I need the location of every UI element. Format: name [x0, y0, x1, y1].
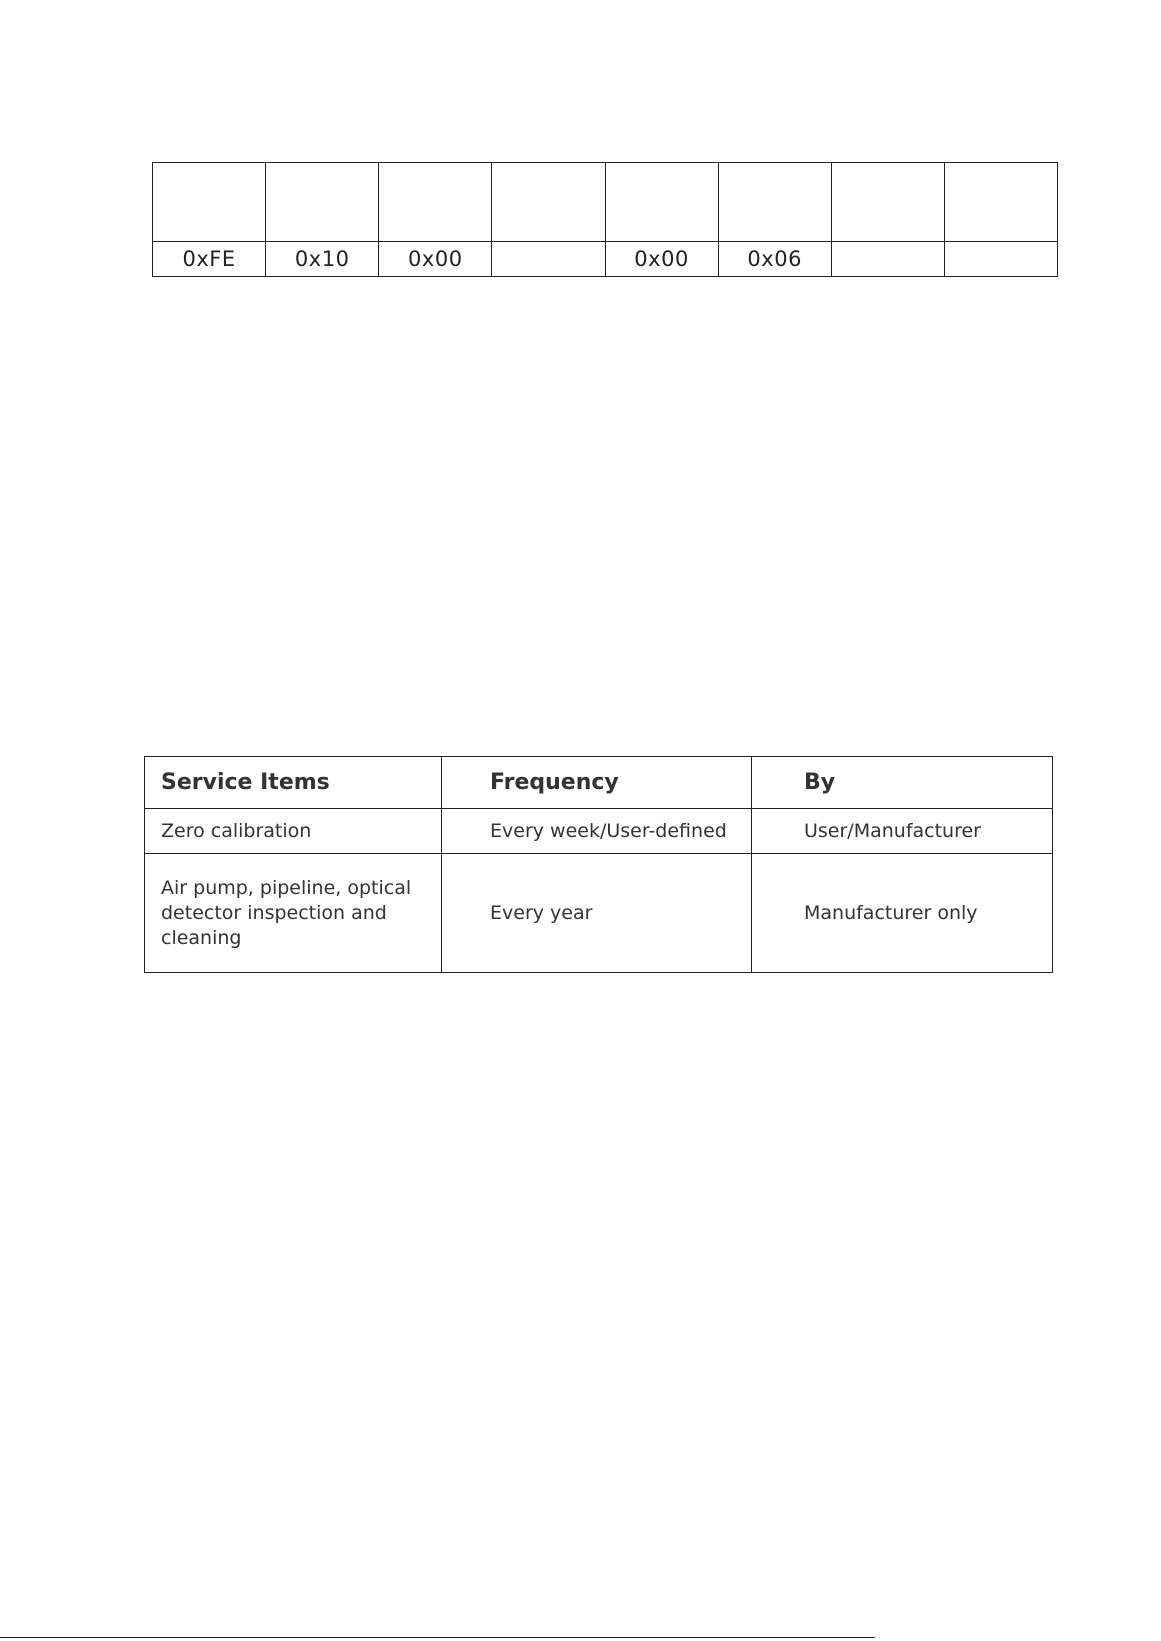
frame-header-cell: [831, 163, 944, 242]
frame-value-cell: 0x00: [379, 242, 492, 277]
service-header-frequency: Frequency: [442, 757, 752, 809]
frame-header-cell: [605, 163, 718, 242]
frequency-cell: Every year: [442, 854, 752, 973]
frame-value-cell: 0x10: [266, 242, 379, 277]
frame-value-cell: 0x00: [605, 242, 718, 277]
service-table-header-row: [145, 757, 1053, 809]
frame-header-cell: [153, 163, 266, 242]
frame-value-cell: 0xFE: [153, 242, 266, 277]
service-table: [144, 756, 1053, 973]
frame-table: [152, 162, 1058, 277]
service-header-items: Service Items: [145, 757, 442, 809]
frequency-cell: Every week/User-defined: [442, 809, 752, 854]
frame-header-cell: [266, 163, 379, 242]
by-cell: User/Manufacturer: [752, 809, 1053, 854]
frame-value-cell: 0x06: [718, 242, 831, 277]
table-row: [145, 854, 1053, 973]
frame-value-cell: [492, 242, 605, 277]
frame-header-cell: [379, 163, 492, 242]
frame-header-cell: [718, 163, 831, 242]
frame-table-header-row: [153, 163, 1058, 242]
frame-value-cell: [944, 242, 1057, 277]
service-item-cell: Zero calibration: [145, 809, 442, 854]
service-item-cell: Air pump, pipeline, optical detector inspection and cleaning: [145, 854, 442, 973]
frame-value-cell: [831, 242, 944, 277]
frame-header-cell: [944, 163, 1057, 242]
table-row: [145, 809, 1053, 854]
frame-table-value-row: [153, 242, 1058, 277]
footer-rule: [0, 1637, 875, 1638]
frame-header-cell: [492, 163, 605, 242]
by-cell: Manufacturer only: [752, 854, 1053, 973]
service-header-by: By: [752, 757, 1053, 809]
